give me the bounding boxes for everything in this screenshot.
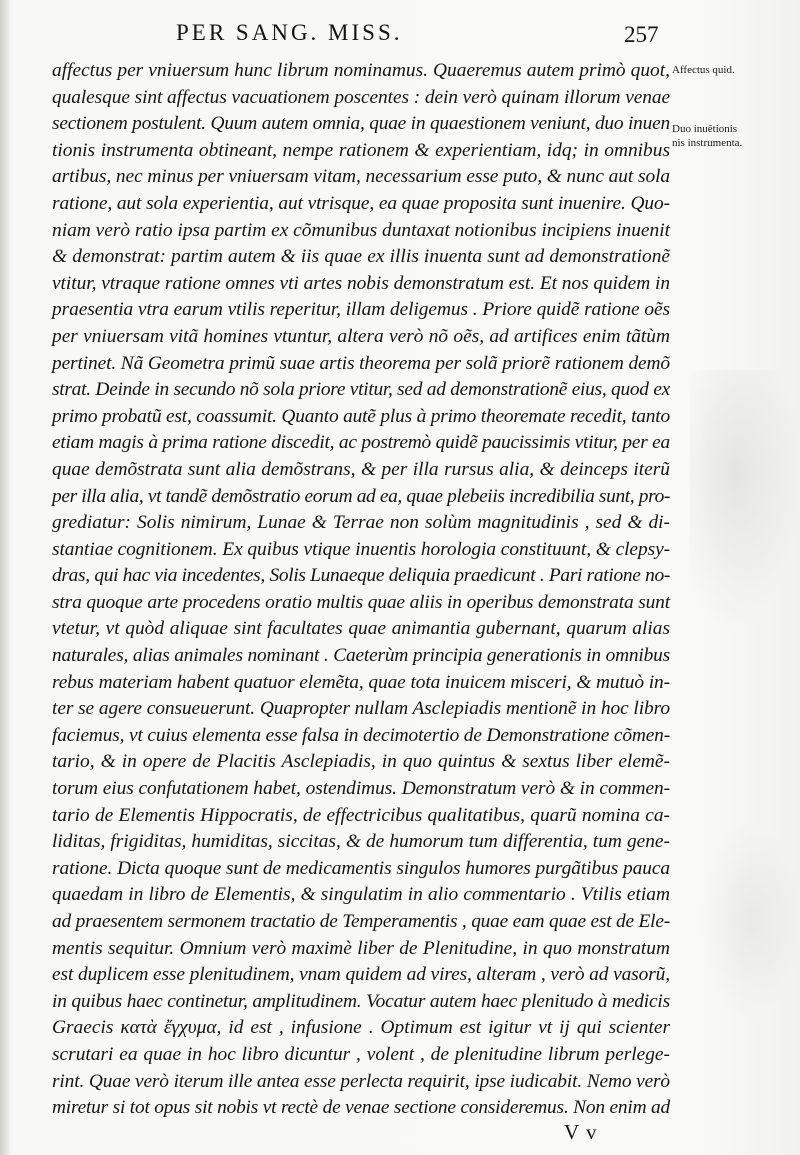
body-text	[52, 58, 670, 1122]
text-line: ratione, aut sola experientia, aut vtrisque, ea quae proposita sunt inuenire. Quo-	[52, 192, 670, 214]
text-line: grediatur: Solis nimirum, Lunae & Terrae non solùm magnitudinis , sed & di-	[52, 512, 670, 534]
running-head: PER SANG. MISS.	[176, 20, 403, 45]
text-line: mentis sequitur. Omnium verò maximè liber de Plenitudine, in quo monstratum	[52, 937, 670, 959]
text-line: & demonstrat: partim autem & iis quae ex illis inuenta sunt ad demonstrationẽ	[52, 246, 670, 268]
page-number: 257	[624, 22, 659, 47]
text-line: est duplicem esse plenitudinem, vnam quidem ad vires, alteram , verò ad vasorũ,	[52, 964, 670, 986]
text-line: stra quoque arte procedens oratio multis quae aliis in operibus demonstrata sunt	[52, 591, 670, 613]
text-line: stantiae cognitionem. Ex quibus vtique inuentis horologia constituunt, & clepsy-	[52, 538, 670, 560]
margin-note-line: Duo inuẽtionis	[672, 123, 738, 135]
text-line: primo probatũ est, coassumit. Quanto autẽ plus à primo theoremate recedit, tanto	[52, 405, 670, 427]
binding-shadow	[0, 0, 10, 1155]
text-line: naturales, alias animales nominant . Caeterùm principia generationis in omnibus	[52, 645, 670, 667]
text-line: rebus materiam habent quatuor elemẽta, quae tota inuicem misceri, & mutuò in-	[52, 671, 670, 693]
margin-note-instrumenta	[672, 122, 742, 150]
text-line: tario de Elementis Hippocratis, de effectricibus qualitatibus, quarũ nomina ca-	[52, 804, 670, 826]
text-line: quaedam in libro de Elementis, & singulatim in alio commentario . Vtilis etiam	[52, 884, 670, 906]
text-line: faciemus, vt cuius elementa esse falsa in decimotertio de Demonstratione cõmen-	[52, 724, 670, 746]
text-line: liditas, frigiditas, humiditas, siccitas, & de humorum tum differentia, tum gene-	[52, 831, 670, 853]
text-line: ad praesentem sermonem tractatio de Temperamentis , quae eam quae est de Ele-	[52, 911, 670, 932]
text-line: strat. Deinde in secundo nõ sola priore vtitur, sed ad demonstrationẽ eius, quod ex	[52, 379, 670, 401]
show-through-stain	[690, 370, 800, 630]
text-line: ratione. Dicta quoque sunt de medicamentis singulos humores purgãtibus pauca	[52, 857, 670, 879]
signature-mark: V v	[564, 1120, 598, 1144]
text-line: miretur si tot opus sit nobis vt rectè de venae sectione consideremus. Non enim ad	[52, 1097, 670, 1119]
text-line: sectionem postulent. Quum autem omnia, quae in quaestionem veniunt, duo inuen	[52, 113, 670, 135]
text-line: scrutari ea quae in hoc libro dicuntur , volent , de plenitudine librum perlege-	[52, 1043, 670, 1065]
text-line: affectus per vniuersum hunc librum nominamus. Quaeremus autem primò quot,	[52, 60, 670, 81]
text-line: tionis instrumenta obtineant, nempe rationem & experientiam, idq; in omnibus	[52, 139, 670, 161]
margin-note-text: Affectus quid.	[672, 64, 735, 76]
text-line: rint. Quae verò iterum ille antea esse perlecta requirit, ipse iudicabit. Nemo verò	[52, 1070, 670, 1092]
margin-note-affectus	[672, 63, 735, 77]
text-line: qualesque sint affectus vacuationem poscentes : dein verò quinam illorum venae	[52, 86, 670, 108]
text-line: etiam magis à prima ratione discedit, ac postremò quidẽ paucissimis vtitur, per ea	[52, 432, 670, 454]
text-line: pertinet. Nã Geometra primũ suae artis theorema per solã priorẽ rationem demõ	[52, 352, 670, 374]
text-line: Graecis κατὰ ἔγχυμα, id est , infusione . Optimum est igitur vt ij qui scienter	[52, 1017, 670, 1039]
text-line: quae demõstrata sunt alia demõstrans, & per illa rursus alia, & deinceps iterũ	[52, 458, 670, 480]
text-line: ter se agere consueuerunt. Quapropter nullam Asclepiadis mentionẽ in hoc libro	[52, 698, 670, 720]
text-line: dras, qui hac via incedentes, Solis Lunaeque deliquia praedicunt . Pari ratione no-	[52, 565, 670, 587]
text-line: per vniuersam vitã homines vtuntur, altera verò nõ oẽs, ad artifices enim tãtùm	[52, 325, 670, 347]
text-line: niam verò ratio ipsa partim ex cõmunibus duntaxat notionibus incipiens inuenit	[52, 219, 670, 241]
text-line: torum eius confutationem habet, ostendimus. Demonstratum verò & in commen-	[52, 778, 670, 800]
text-line: praesentia vtra earum vtilis reperitur, illam deligemus . Priore quidẽ ratione oẽs	[52, 299, 670, 321]
text-line: in quibus haec continetur, amplitudinem. Vocatur autem haec plenitudo à medicis	[52, 990, 670, 1012]
text-line: vtitur, vtraque ratione omnes vti artes nobis demonstratum est. Et nos quidem in	[52, 272, 670, 294]
margin-note-line: nis instrumenta.	[672, 137, 743, 149]
text-line: vtetur, vt quòd aliquae sint facultates quae animantia gubernant, quarum alias	[52, 618, 670, 640]
show-through-stain-lower	[700, 820, 800, 1020]
text-line: per illa alia, vt tandẽ demõstratio eorum ad ea, quae plebeiis incredibilia sunt, pro-	[52, 485, 670, 507]
text-line: artibus, nec minus per vniuersam vitam, necessarium esse puto, & nunc aut sola	[52, 166, 671, 188]
text-line: tario, & in opere de Placitis Asclepiadis, in quo quintus & sextus liber elemẽ-	[52, 751, 670, 773]
